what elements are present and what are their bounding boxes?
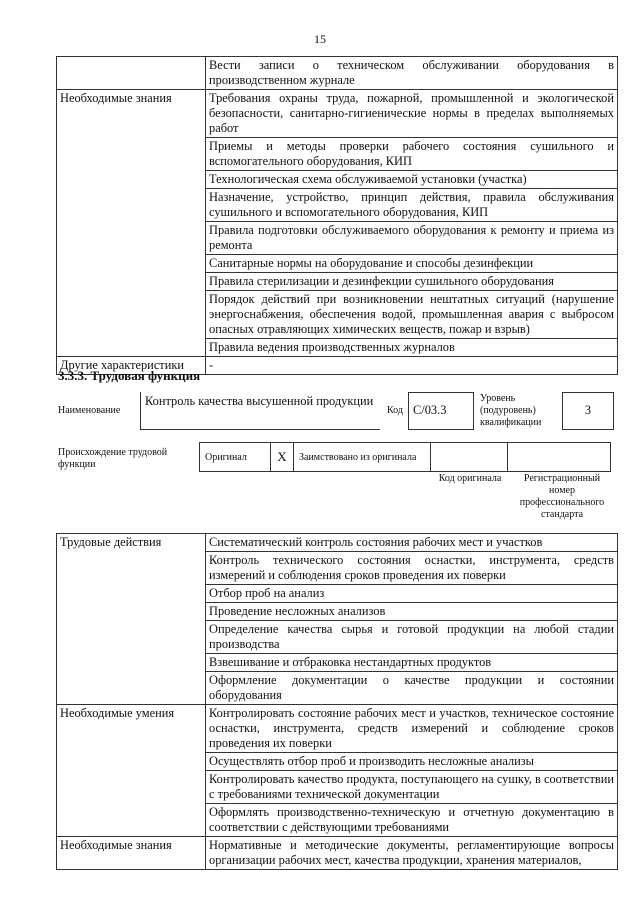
row-values <box>206 90 618 357</box>
list-item: Осуществлять отбор проб и производить несложные анализы <box>206 752 617 770</box>
list-item: Контроль технического состояния оснастки, инструмента, средств измерений и соблюдения сроков проведения их поверки <box>206 551 617 584</box>
origin-table <box>199 442 611 472</box>
original-mark: X <box>271 443 294 472</box>
row-values <box>206 357 618 375</box>
code-caption: Код оригинала <box>438 473 502 484</box>
name-label: Наименование <box>58 405 121 416</box>
list-item: Вести записи о техническом обслуживании оборудования в производственном журнале <box>209 58 614 87</box>
list-item: Правила стерилизации и дезинфекции сушильного оборудования <box>206 272 617 290</box>
list-item: Оформлять производственно-техническую и отчетную документацию в соответствии с действующими требованиями <box>206 803 617 836</box>
list-item: Проведение несложных анализов <box>206 602 617 620</box>
row-label: Трудовые действия <box>57 534 206 705</box>
list-item: Приемы и методы проверки рабочего состояния сушильного и вспомогательного оборудования, КИП <box>206 137 617 170</box>
list-item: Требования охраны труда, пожарной, промышленной и экологической безопасности, санитарно-гигиенические нормы в пределах выполняемых работ <box>209 91 614 135</box>
top-table <box>56 56 618 375</box>
page-number: 15 <box>314 32 326 46</box>
function-name: Контроль качества высушенной продукции <box>140 392 380 430</box>
list-item: Оформление документации о качестве продукции и состоянии оборудования <box>206 671 617 704</box>
list-item: Контролировать состояние рабочих мест и участков, техническое состояние оснастки, инструмента, средств измерений и соблюдение сроков проведения их поверки <box>209 706 614 750</box>
table-row <box>57 837 618 870</box>
code-label: Код <box>387 405 403 416</box>
list-item: - <box>209 358 214 372</box>
reg-caption: Регистрационный номер профессионального стандарта <box>519 473 605 520</box>
table-row <box>57 57 618 90</box>
origin-label: Происхождение трудовой функции <box>58 447 168 470</box>
level-label: Уровень (подуровень) квалификации <box>480 393 542 428</box>
list-item: Правила подготовки обслуживаемого оборудования к ремонту и приема из ремонта <box>206 221 617 254</box>
row-label: Необходимые знания <box>57 90 206 357</box>
list-item: Взвешивание и отбраковка нестандартных продуктов <box>206 653 617 671</box>
bottom-table <box>56 533 618 870</box>
row-values <box>206 837 618 870</box>
origin-code-cell <box>431 443 508 472</box>
table-row <box>57 90 618 357</box>
section-title: 3.3.3. Трудовая функция <box>58 368 201 383</box>
list-item: Порядок действий при возникновении нештатных ситуаций (нарушение энергоснабжения, обеспечения водой, промышленная авария с выбросом опасных отравляющих химических веществ, пожар и взрыв) <box>206 290 617 338</box>
row-label <box>57 57 206 90</box>
qualification-level: 3 <box>562 392 614 430</box>
list-item: Правила ведения производственных журналов <box>206 338 617 356</box>
row-label: Другие характеристики <box>57 357 206 375</box>
original-label: Оригинал <box>200 443 271 472</box>
origin-reg-cell <box>508 443 611 472</box>
table-row <box>57 534 618 705</box>
row-values <box>206 57 618 90</box>
borrowed-label: Заимствовано из оригинала <box>294 443 431 472</box>
list-item: Контролировать качество продукта, поступающего на сушку, в соответствии с требованиями технической документации <box>206 770 617 803</box>
list-item: Назначение, устройство, принцип действия, правила обслуживания сушильного и вспомогательного оборудования, КИП <box>206 188 617 221</box>
row-label: Необходимые знания <box>57 837 206 870</box>
row-values <box>206 705 618 837</box>
list-item: Систематический контроль состояния рабочих мест и участков <box>209 535 543 549</box>
list-item: Нормативные и методические документы, регламентирующие вопросы организации рабочих мест, качества продукции, хранения материалов, <box>209 838 614 867</box>
list-item: Санитарные нормы на оборудование и способы дезинфекции <box>206 254 617 272</box>
list-item: Отбор проб на анализ <box>206 584 617 602</box>
table-row <box>57 705 618 837</box>
list-item: Технологическая схема обслуживаемой установки (участка) <box>206 170 617 188</box>
list-item: Определение качества сырья и готовой продукции на любой стадии производства <box>206 620 617 653</box>
row-values <box>206 534 618 705</box>
row-label: Необходимые умения <box>57 705 206 837</box>
function-code: С/03.3 <box>408 392 474 430</box>
